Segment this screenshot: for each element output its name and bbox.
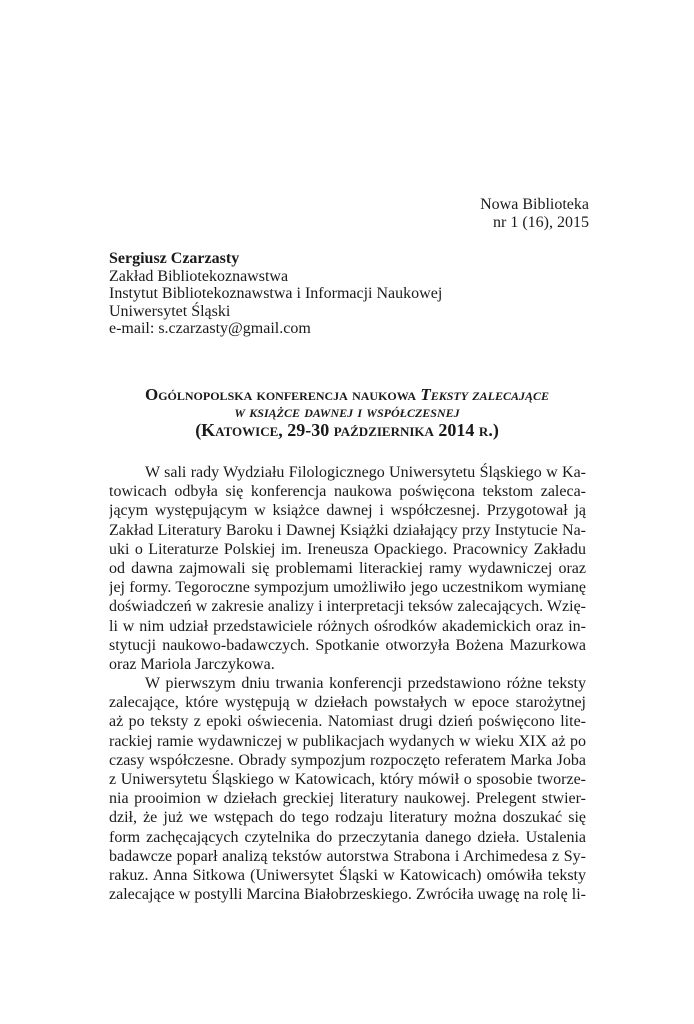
body-line: stytucji naukowo-badawczych. Spotkanie otworzyła Bożena Mazurkowa — [109, 636, 586, 654]
body-line: badawcze poparł analizą tekstów autorstwa Strabona i Archimedesa z Sy- — [109, 847, 586, 865]
body-line: li w nim udział przedstawiciele różnych ośrodków akademickich oraz in- — [109, 617, 586, 635]
body-line: towicach odbyła się konferencja naukowa poświęcona tekstom zaleca- — [109, 483, 586, 501]
article-title — [100, 386, 594, 440]
author-institute: Instytut Bibliotekoznawstwa i Informacji Naukowej — [109, 285, 443, 302]
author-department: Zakład Bibliotekoznawstwa — [109, 267, 289, 285]
title-line-2: w książce dawnej i współczesnej — [234, 402, 460, 421]
body-line: oraz Mariola Jarczykowa. — [109, 655, 275, 673]
body-line: Zakład Literatury Baroku i Dawnej Książki działający przy Instytucie Na- — [109, 521, 586, 539]
body-line: W sali rady Wydziału Filologicznego Uniwersytetu Śląskiego w Ka- — [145, 464, 586, 481]
body-line: jej formy. Tegoroczne sympozjum umożliwiło jego uczestnikom wymianę — [109, 579, 586, 597]
body-line: zalecające, które występują w dziełach powstałych w epoce starożytnej — [109, 694, 586, 712]
body-line: nia prooimion w dziełach greckiej literatury naukowej. Prelegent stwier- — [109, 790, 586, 808]
journal-issue: nr 1 (16), 2015 — [493, 214, 589, 231]
author-university: Uniwersytet Śląski — [109, 302, 231, 320]
body-line: jącym występującym w książce dawnej i współczesnej. Przygotował ją — [109, 502, 586, 520]
title-prefix: Ogólnopolska konferencja naukowa — [145, 385, 421, 404]
journal-name: Nowa Biblioteka — [480, 196, 589, 213]
title-line-1 — [100, 386, 594, 403]
title-line-3: (Katowice, 29-30 października 2014 r.) — [195, 420, 499, 440]
body-line: form zachęcających czytelnika do przeczytania danego dzieła. Ustalenia — [109, 828, 586, 846]
journal-header — [480, 196, 589, 232]
title-conference-name: Teksty zalecające — [420, 385, 549, 404]
author-block — [109, 250, 442, 338]
body-line: dził, że już we wstępach do tego rodzaju literatury można doszukać się — [109, 809, 586, 827]
body-line: aż po teksty z epoki oświecenia. Natomiast drugi dzień poświęcono lite- — [109, 713, 586, 731]
body-line: rackiej ramie wydawniczej w publikacjach wydanych w wieku XIX aż po — [109, 732, 586, 750]
body-line: od dawna zajmowali się problemami literackiej ramy wydawniczej oraz — [109, 559, 586, 577]
article-body — [109, 463, 586, 904]
author-email: e-mail: s.czarzasty@gmail.com — [109, 320, 311, 337]
body-line: z Uniwersytetu Śląskiego w Katowicach, który mówił o sposobie tworze- — [109, 771, 586, 788]
body-line: zalecające w postylli Marcina Białobrzeskiego. Zwróciła uwagę na rolę li- — [109, 886, 586, 904]
author-name: Sergiusz Czarzasty — [109, 250, 240, 267]
body-line: rakuz. Anna Sitkowa (Uniwersytet Śląski w Katowicach) omówiła teksty — [109, 866, 586, 884]
body-line: doświadczeń w zakresie analizy i interpretacji teksów zalecających. Wzię- — [109, 598, 586, 616]
body-line: W pierwszym dniu trwania konferencji przedstawiono różne teksty — [145, 675, 586, 693]
body-line: uki o Literaturze Polskiej im. Ireneusza Opackiego. Pracownicy Zakładu — [109, 540, 586, 558]
body-line: czasy współczesne. Obrady sympozjum rozpoczęto referatem Marka Joba — [109, 751, 586, 769]
